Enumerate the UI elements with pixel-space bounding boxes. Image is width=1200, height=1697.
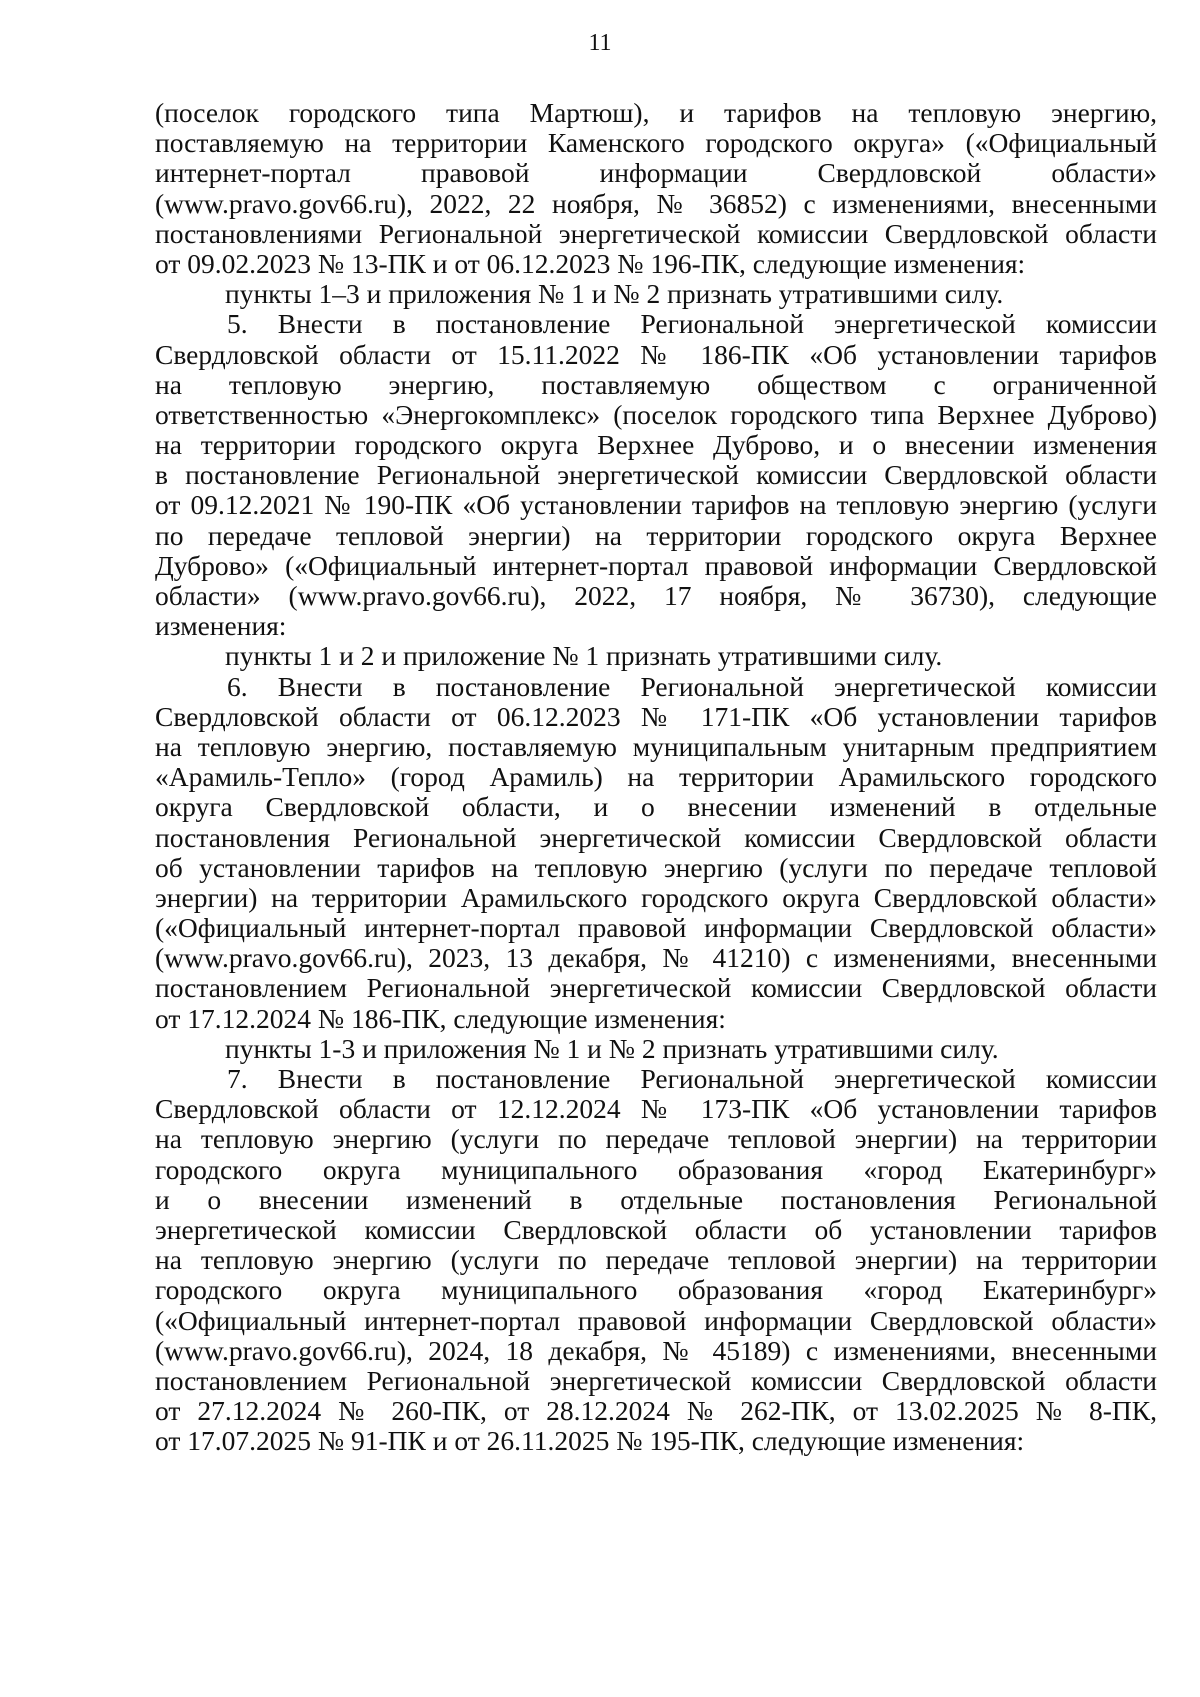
text-line: («Официальный интернет-портал правовой информации Свердловской области» <box>155 1304 1157 1336</box>
text-line: на тепловую энергию (услуги по передаче тепловой энергии) на территории <box>155 1123 1157 1155</box>
text-line: от 17.07.2025 № 91-ПК и от 26.11.2025 № 195-ПК, следующие изменения: <box>155 1425 1025 1457</box>
text-line: 7. Внести в постановление Региональной энергетической комиссии <box>227 1063 1157 1094</box>
text-line: (поселок городского типа Мартюш), и тарифов на тепловую энергию, <box>155 97 1157 128</box>
text-line: «Арамиль-Тепло» (город Арамиль) на территории Арамильского городского <box>155 761 1157 793</box>
text-line: постановления Региональной энергетической комиссии Свердловской области <box>155 821 1157 853</box>
text-line: изменения: <box>155 610 287 642</box>
page-number: 11 <box>588 30 612 56</box>
text-line: от 09.02.2023 № 13-ПК и от 06.12.2023 № 196-ПК, следующие изменения: <box>155 247 1026 279</box>
text-line: энергетической комиссии Свердловской области об установлении тарифов <box>155 1213 1157 1245</box>
text-line: (www.pravo.gov66.ru), 2022, 22 ноября, № 36852) с изменениями, внесенными <box>155 187 1157 219</box>
text-line: 5. Внести в постановление Региональной энергетической комиссии <box>227 308 1157 340</box>
text-line: постановлениями Региональной энергетической комиссии Свердловской области <box>155 217 1157 249</box>
text-line: на тепловую энергию (услуги по передаче тепловой энергии) на территории <box>155 1244 1157 1276</box>
text-line: об установлении тарифов на тепловую энергию (услуги по передаче тепловой <box>155 851 1157 883</box>
text-line: на территории городского округа Верхнее Дуброво, и о внесении изменения <box>155 429 1157 461</box>
text-line: (www.pravo.gov66.ru), 2023, 13 декабря, № 41210) с изменениями, внесенными <box>155 942 1157 974</box>
text-line: постановлением Региональной энергетической комиссии Свердловской области <box>155 1364 1157 1396</box>
text-line: Свердловской области от 12.12.2024 № 173-ПК «Об установлении тарифов <box>155 1093 1157 1125</box>
text-line: и о внесении изменений в отдельные постановления Региональной <box>155 1183 1157 1215</box>
text-line: от 27.12.2024 № 260-ПК, от 28.12.2024 № 262-ПК, от 13.02.2025 № 8-ПК, <box>155 1395 1157 1427</box>
text-line: интернет-портал правовой информации Свердловской области» <box>155 157 1157 189</box>
text-line: городского округа муниципального образования «город Екатеринбург» <box>155 1153 1157 1185</box>
text-line: Свердловской области от 15.11.2022 № 186-ПК «Об установлении тарифов <box>155 338 1157 370</box>
text-line: на тепловую энергию, поставляемую муниципальным унитарным предприятием <box>155 730 1157 762</box>
text-line: Дуброво» («Официальный интернет-портал правовой информации Свердловской <box>155 549 1157 581</box>
text-line: (www.pravo.gov66.ru), 2024, 18 декабря, № 45189) с изменениями, внесенными <box>155 1334 1157 1366</box>
document-body <box>155 98 1157 1456</box>
text-line: по передаче тепловой энергии) на территории городского округа Верхнее <box>155 519 1157 551</box>
text-line: на тепловую энергию, поставляемую обществом с ограниченной <box>155 368 1157 400</box>
text-line: постановлением Региональной энергетической комиссии Свердловской области <box>155 972 1157 1004</box>
text-line: пункты 1–3 и приложения № 1 и № 2 признать утратившими силу. <box>225 278 1004 310</box>
text-line: поставляемую на территории Каменского городского округа» («Официальный <box>155 127 1157 159</box>
text-line: Свердловской области от 06.12.2023 № 171-ПК «Об установлении тарифов <box>155 700 1157 732</box>
text-line: пункты 1-3 и приложения № 1 и № 2 признать утратившими силу. <box>225 1032 999 1064</box>
text-line: в постановление Региональной энергетической комиссии Свердловской области <box>155 459 1157 491</box>
text-line: энергии) на территории Арамильского городского округа Свердловской области» <box>155 881 1157 913</box>
text-line: от 09.12.2021 № 190-ПК «Об установлении тарифов на тепловую энергию (услуги <box>155 489 1157 521</box>
text-line: 6. Внести в постановление Региональной энергетической комиссии <box>227 670 1157 702</box>
text-line: ответственностью «Энергокомплекс» (поселок городского типа Верхнее Дуброво) <box>155 398 1157 430</box>
text-line: городского округа муниципального образования «город Екатеринбург» <box>155 1274 1157 1306</box>
text-line: пункты 1 и 2 и приложение № 1 признать утратившими силу. <box>225 640 943 672</box>
text-line: («Официальный интернет-портал правовой информации Свердловской области» <box>155 912 1157 944</box>
text-line: округа Свердловской области, и о внесении изменений в отдельные <box>155 791 1157 823</box>
text-line: от 17.12.2024 № 186-ПК, следующие изменения: <box>155 1002 726 1034</box>
text-line: области» (www.pravo.gov66.ru), 2022, 17 ноября, № 36730), следующие <box>155 580 1157 611</box>
